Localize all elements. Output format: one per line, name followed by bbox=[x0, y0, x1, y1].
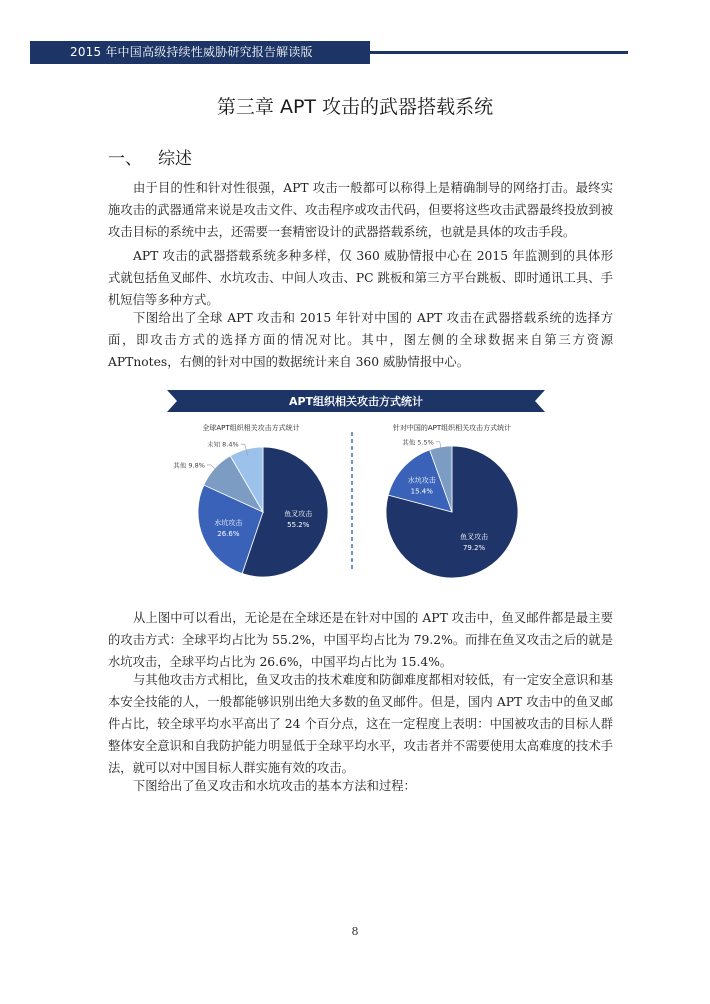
pie-slice-value: 55.2% bbox=[287, 520, 310, 529]
attack-method-figure-svg bbox=[167, 384, 545, 584]
right-chart-title: 针对中国的APT组织相关攻击方式统计 bbox=[392, 424, 512, 432]
paragraph: 从上图中可以看出，无论是在全球还是在针对中国的 APT 攻击中，鱼叉邮件都是最主要的攻击方式：全球平均占比为 55.2%，中国平均占比为 79.2%。而排在鱼叉攻击之后的就是水坑攻击，全球平均占比为 26.6%，中国平均占比为 15.4%。 bbox=[108, 611, 613, 669]
figure-banner-title: APT组织相关攻击方式统计 bbox=[288, 395, 424, 408]
page-number: 8 bbox=[351, 925, 359, 938]
pie-slice-label: 水坑攻击 bbox=[407, 476, 436, 485]
china-pie-chart bbox=[386, 437, 518, 578]
pie-slice-value: 15.4% bbox=[410, 487, 433, 496]
pie-slice-label: 未知 8.4% bbox=[207, 440, 239, 449]
paragraph: 下图给出了全球 APT 攻击和 2015 年针对中国的 APT 攻击在武器搭载系统的选择方面，即攻击方式的选择方面的情况对比。其中，图左侧的全球数据来自第三方资源 APTnotes，右侧的针对中国的数据统计来自 360 威胁情报中心。 bbox=[108, 311, 613, 369]
chapter-title: 第三章 APT 攻击的武器搭载系统 bbox=[216, 96, 494, 118]
paragraph: 与其他攻击方式相比，鱼叉攻击的技术难度和防御难度都相对较低，有一定安全意识和基本安全技能的人，一般都能够识别出绝大多数的鱼叉邮件。但是，国内 APT 攻击中的鱼叉邮件占比，较全球平均水平高出了 24 个百分点，这在一定程度上表明：中国被攻击的目标人群整体安全意识和自我防护能力明显低于全球平均水平，攻击者并不需要使用太高难度的技术手法，就可以对中国目标人群实施有效的攻击。 bbox=[108, 673, 613, 775]
pie-slice-label: 其他 5.5% bbox=[402, 438, 434, 447]
paragraph: APT 攻击的武器搭载系统多种多样，仅 360 威胁情报中心在 2015 年监测到的具体形式就包括鱼叉邮件、水坑攻击、中间人攻击、PC 跳板和第三方平台跳板、即时通讯工具、手机短信等多种方式。 bbox=[108, 249, 613, 307]
section-number: 一、 bbox=[108, 149, 142, 169]
pie-slice-label: 其他 9.8% bbox=[173, 461, 205, 470]
running-header-text: 2015 年中国高级持续性威胁研究报告解读版 bbox=[70, 45, 313, 59]
pie-slice-value: 79.2% bbox=[462, 543, 486, 552]
header-rule bbox=[370, 51, 628, 54]
pie-slice-label: 鱼叉攻击 bbox=[284, 509, 313, 518]
section-heading bbox=[108, 144, 192, 169]
global-pie-chart bbox=[173, 440, 328, 577]
pie-slice-label: 水坑攻击 bbox=[214, 519, 243, 527]
pie-slice-value: 26.6% bbox=[217, 530, 240, 538]
pie-slice-label: 鱼叉攻击 bbox=[460, 532, 489, 541]
paragraph: 下图给出了鱼叉攻击和水坑攻击的基本方法和过程： bbox=[133, 779, 416, 793]
running-header bbox=[30, 41, 370, 64]
section-title: 综述 bbox=[158, 149, 192, 169]
left-chart-title: 全球APT组织相关攻击方式统计 bbox=[202, 424, 300, 432]
attack-method-figure bbox=[167, 384, 545, 584]
paragraph: 由于目的性和针对性很强，APT 攻击一般都可以称得上是精确制导的网络打击。最终实施攻击的武器通常来说是攻击文件、攻击程序或攻击代码，但要将这些攻击武器最终投放到被攻击目标的系统中去，还需要一套精密设计的武器搭载系统，也就是具体的攻击手段。 bbox=[108, 181, 613, 239]
